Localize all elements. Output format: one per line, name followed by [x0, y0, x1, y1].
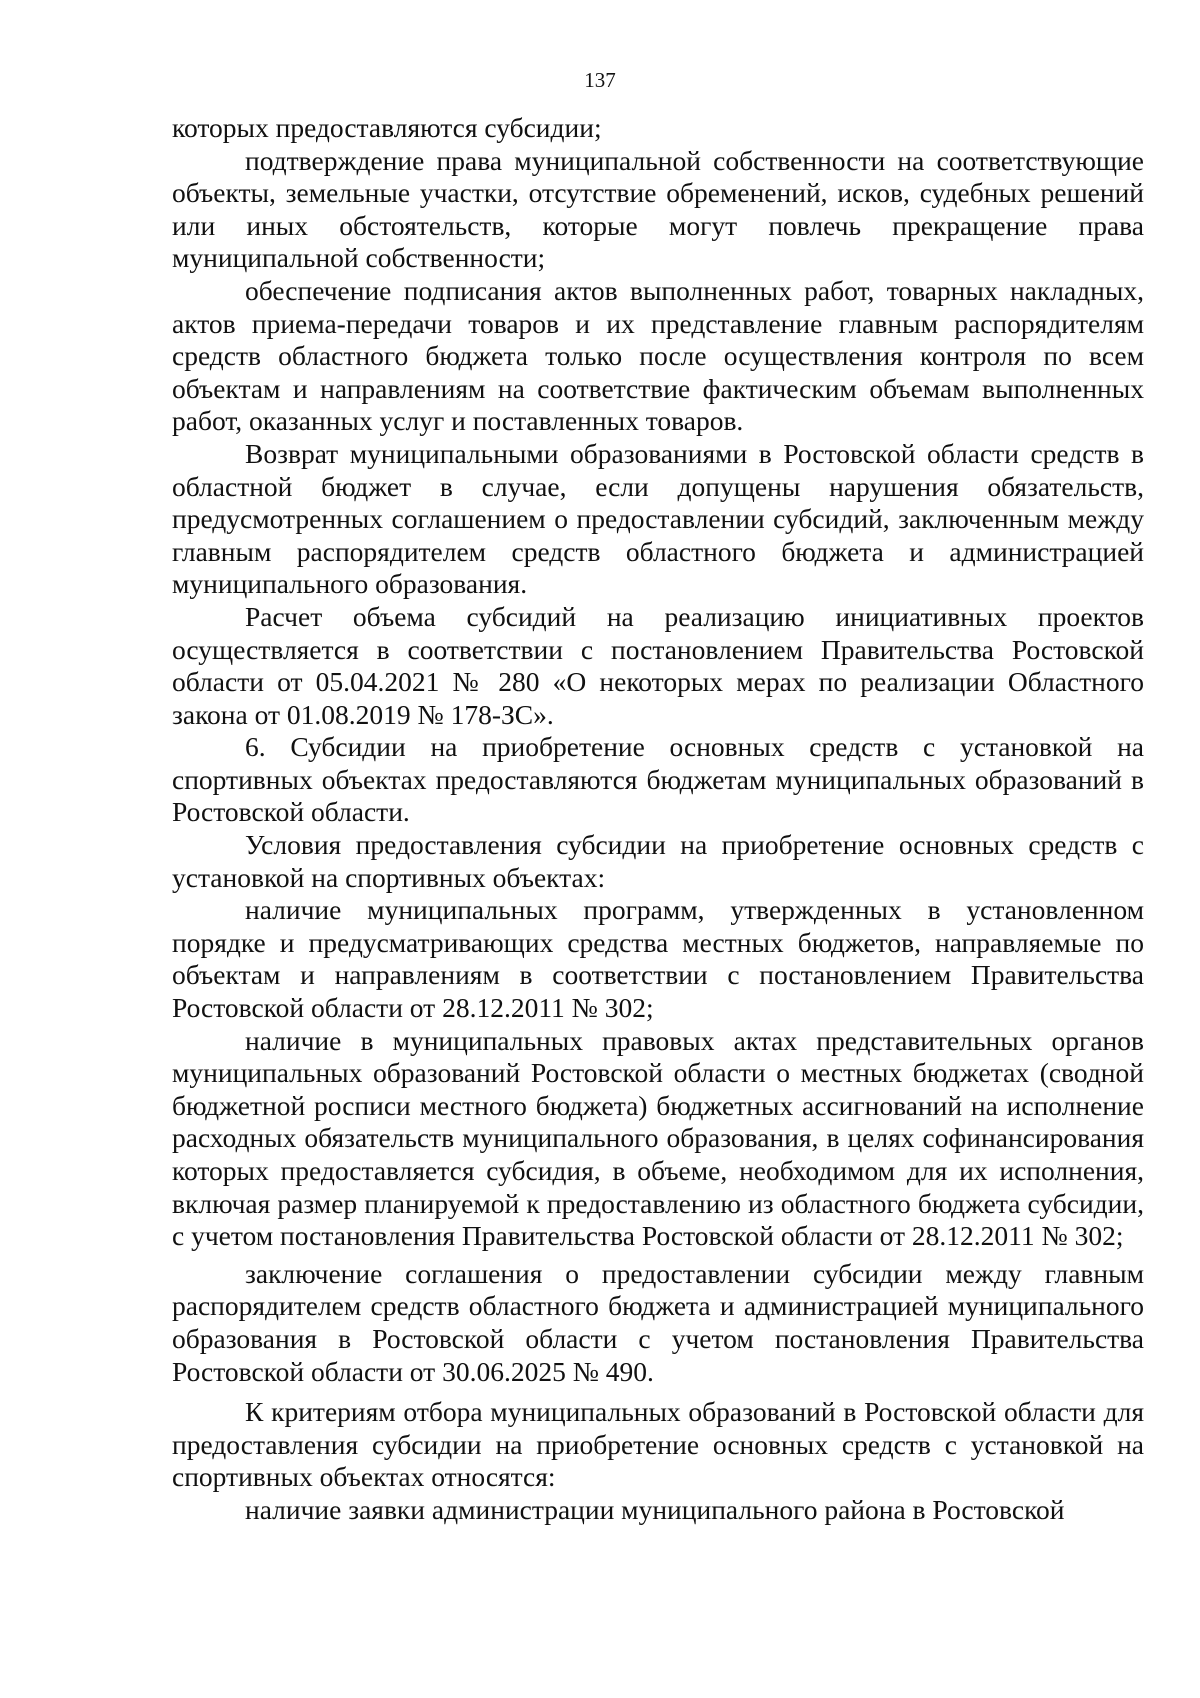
page-number: 137	[584, 68, 616, 92]
paragraph-acts-signing: обеспечение подписания актов выполненных работ, товарных накладных, актов приема-передачи товаров и их представление главным распорядителям средств областного бюджета только после осуществления контроля по всем объектам и направлениям на соответствие фактическим объемам выполненных работ, оказанных услуг и поставленных товаров.	[172, 274, 1144, 437]
paragraph-section-6: 6. Субсидии на приобретение основных средств с установкой на спортивных объектах предоставляются бюджетам муниципальных образований в Ростовской области.	[172, 731, 1144, 828]
paragraph-subsidy-calculation: Расчет объема субсидий на реализацию инициативных проектов осуществляется в соответствии с постановлением Правительства Ростовской области от 05.04.2021 № 280 «О некоторых мерах по реализации Областного закона от 01.08.2019 № 178-ЗС».	[172, 600, 1144, 730]
document-body	[172, 112, 1144, 1527]
paragraph-continuation: которых предоставляются субсидии;	[172, 112, 602, 143]
paragraph-application: наличие заявки администрации муниципального района в Ростовской	[245, 1493, 1065, 1525]
paragraph-funds-return: Возврат муниципальными образованиями в Ростовской области средств в областной бюджет в случае, если допущены нарушения обязательств, предусмотренных соглашением о предоставлении субсидий, заключенным между главным распорядителем средств областного бюджета и администрацией муниципального образования.	[172, 437, 1144, 600]
paragraph-municipal-programs: наличие муниципальных программ, утвержденных в установленном порядке и предусматривающих средства местных бюджетов, направляемые по объектам и направлениям в соответствии с постановлением Правительства Ростовской области от 28.12.2011 № 302;	[172, 894, 1144, 1024]
paragraph-budget-allocations: наличие в муниципальных правовых актах представительных органов муниципальных образований Ростовской области о местных бюджетах (сводной бюджетной росписи местного бюджета) бюджетных ассигнований на исполнение расходных обязательств муниципального образования, в целях софинансирования которых предоставляется субсидия, в объеме, необходимом для их исполнения, включая размер планируемой к предоставлению из областного бюджета субсидии, с учетом постановления Правительства Ростовской области от 28.12.2011 № 302;	[172, 1024, 1144, 1252]
paragraph-conditions-heading: Условия предоставления субсидии на приобретение основных средств с установкой на спортивных объектах:	[172, 829, 1144, 893]
paragraph-ownership-confirmation: подтверждение права муниципальной собственности на соответствующие объекты, земельные участки, отсутствие обременений, исков, судебных решений или иных обстоятельств, которые могут повлечь прекращение права муниципальной собственности;	[172, 144, 1144, 274]
paragraph-selection-criteria: К критериям отбора муниципальных образований в Ростовской области для предоставления субсидии на приобретение основных средств с установкой на спортивных объектах относятся:	[172, 1396, 1144, 1493]
paragraph-agreement: заключение соглашения о предоставлении субсидии между главным распорядителем средств областного бюджета и администрацией муниципального образования в Ростовской области с учетом постановления Правительства Ростовской области от 30.06.2025 № 490.	[172, 1257, 1144, 1387]
